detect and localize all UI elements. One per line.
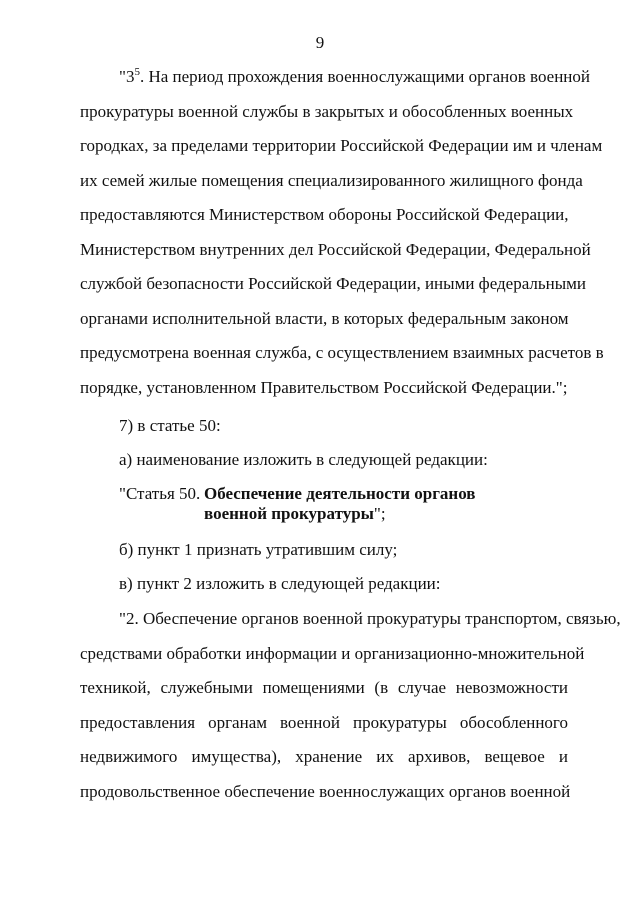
item-b: б) пункт 1 признать утратившим силу; xyxy=(119,540,398,559)
paragraph-support xyxy=(80,602,621,809)
item-7: 7) в статье 50: xyxy=(119,416,221,435)
paragraph-lead: "3 xyxy=(119,67,135,86)
paragraph-line: городках, за пределами территории Российской Федерации им и членам xyxy=(80,136,603,155)
article-title-line-1: Обеспечение деятельности органов xyxy=(204,484,476,503)
paragraph-line: порядке, установленном Правительством Российской Федерации."; xyxy=(80,377,568,397)
paragraph-line: прокуратуры военной службы в закрытых и обособленных военных xyxy=(80,101,574,121)
paragraph-line: службой безопасности Российской Федерации, иными федеральными xyxy=(80,274,587,293)
paragraph-line: предоставляются Министерством обороны Российской Федерации, xyxy=(80,205,569,224)
paragraph-line: "2. Обеспечение органов военной прокуратуры транспортом, связью, xyxy=(119,609,621,628)
article-title-line-2: военной прокуратуры xyxy=(204,504,374,523)
paragraph-line: их семей жилые помещения специализированного жилищного фонда xyxy=(80,170,583,190)
paragraph-line xyxy=(80,60,591,95)
article-label: "Статья 50. xyxy=(119,484,201,503)
paragraph-line: техникой, служебными помещениями (в случае невозможности xyxy=(80,678,568,697)
paragraph-line: продовольственное обеспечение военнослужащих органов военной xyxy=(80,781,571,801)
item-v: в) пункт 2 изложить в следующей редакции: xyxy=(119,574,441,593)
superscript: 5 xyxy=(134,66,140,78)
paragraph-line: средствами обработки информации и организационно-множительной xyxy=(80,643,585,663)
paragraph-line: органами исполнительной власти, в которых федеральным законом xyxy=(80,308,569,328)
paragraph-line-text: . На период прохождения военнослужащими органов военной xyxy=(139,67,591,86)
paragraph-line: Министерством внутренних дел Российской Федерации, Федеральной xyxy=(80,239,591,259)
article-title xyxy=(204,484,475,524)
article-closing: "; xyxy=(373,504,386,523)
paragraph-line: недвижимого имущества), хранение их архивов, вещевое и xyxy=(80,747,568,766)
page-number: 9 xyxy=(315,33,325,52)
paragraph-housing xyxy=(80,60,604,405)
paragraph-line: предусмотрена военная служба, с осуществлением взаимных расчетов в xyxy=(80,343,604,362)
item-a: а) наименование изложить в следующей редакции: xyxy=(119,450,488,469)
paragraph-line: предоставления органам военной прокуратуры обособленного xyxy=(80,712,568,732)
